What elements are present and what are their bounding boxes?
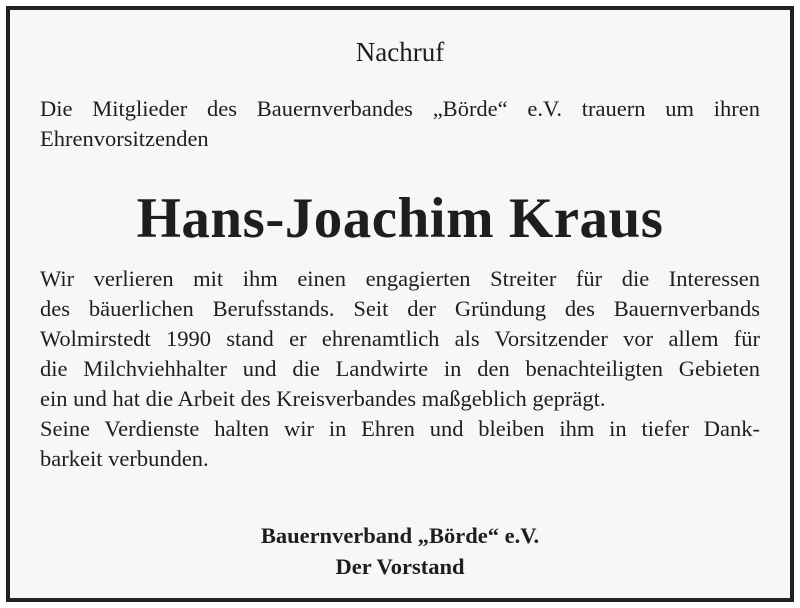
body-line: barkeit verbunden. xyxy=(40,446,209,471)
intro-text xyxy=(40,94,760,154)
intro-line: Ehrenvorsitzenden xyxy=(40,126,209,151)
signature-board: Der Vorstand xyxy=(335,554,465,579)
notice-title: Nachruf xyxy=(355,37,445,67)
signature-block xyxy=(10,520,790,582)
obituary-notice xyxy=(6,6,794,602)
body-line: Wolmirstedt 1990 stand er ehrenamtlich als Vorsitzender vor allem für xyxy=(40,326,760,351)
body-text xyxy=(40,264,760,474)
body-line: Wir verlieren mit ihm einen engagierten Streiter für die Interessen xyxy=(40,266,760,291)
body-line: die Milchviehhalter und die Landwirte in den benachteiligten Gebieten xyxy=(40,356,760,381)
body-line: ein und hat die Arbeit des Kreisverbandes maßgeblich geprägt. xyxy=(40,386,606,411)
deceased-name: Hans-Joachim Kraus xyxy=(136,187,664,250)
body-line: des bäuerlichen Berufsstands. Seit der Gründung des Bauernverbands xyxy=(40,296,760,321)
intro-line: Die Mitglieder des Bauernverbandes „Börde“ e.V. trauern um ihren xyxy=(40,96,760,121)
body-line: Seine Verdienste halten wir in Ehren und bleiben ihm in tiefer Dank- xyxy=(40,416,760,441)
signature-organization: Bauernverband „Börde“ e.V. xyxy=(260,523,540,548)
